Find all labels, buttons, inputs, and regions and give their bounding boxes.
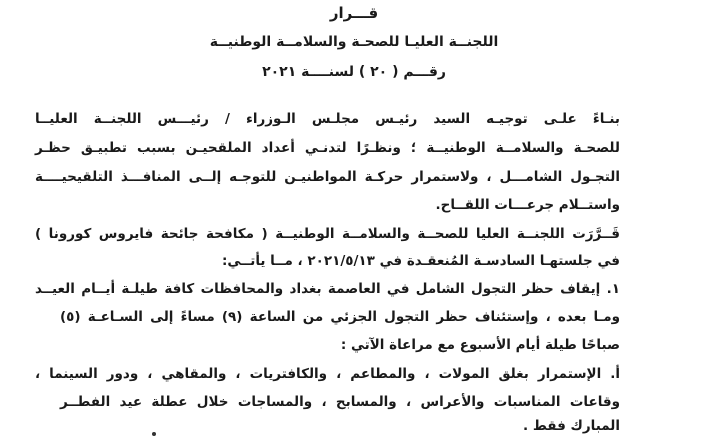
decision-line: في جلستهـا السادسـة المُنعقـدة في ٢٠٢١/٥/١٣ ، مــا يأتــي: <box>221 253 620 269</box>
decision-line: قَــرَّرَت اللجنــة العليا للصحــة والسلامــة الوطنيــة ( مكافحة جائحة فايروس كورونا ) <box>35 226 620 242</box>
committee-name: اللجنــة العليـا للصحـة والسلامــة الوطنيــة <box>209 34 499 50</box>
document-title: قـــرار <box>329 4 379 22</box>
item-line: صباحًا طيلة أيام الأسبوع مع مراعاة الآتي : <box>340 337 620 353</box>
item-line: ١. إيقاف حظر التجول الشامل في العاصمة بغداد والمحافظات كافة طيلـة أيــام العيــد <box>35 281 620 297</box>
subitem-line: أ. الإستمرار بغلق المولات ، والمطاعم ، والكافتريات ، والمقاهي ، ودور السينما ، <box>35 366 620 382</box>
preamble-line: بنـاءً علـى توجيـه السيد رئيـس مجلـس الـوزراء / رئيـــس اللجنــة العليــا <box>35 111 620 127</box>
preamble-line: للصحـة والسلامــة الوطنيــة ؛ ونظـرًا لتدنـي أعداد الملقحيـن بسبب تطبيـق حظـر <box>35 140 620 156</box>
decree-number: رقـــم ( ٢٠ ) لسنــــة ٢٠٢١ <box>262 64 446 80</box>
preamble-line: التجـول الشامـــل ، ولاستمرار حركـة المواطنيـن للتوجـه إلــى المنافـــذ التلقيحيــــة <box>35 169 620 185</box>
page-mark <box>152 432 156 436</box>
subitem-line: المبارك فقط . <box>522 418 620 434</box>
preamble-line: واستــلام جرعـــات اللقــاح. <box>435 197 620 213</box>
subitem-line: وقاعات المناسبات والأعراس ، والمسابح ، والمساجات خلال عطلة عيد الفطــر <box>60 394 620 410</box>
item-line: ومـا بعده ، وإستئناف حظر التجول الجزئي من الساعة (٩) مساءً إلى السـاعـة (٥) <box>60 309 620 325</box>
